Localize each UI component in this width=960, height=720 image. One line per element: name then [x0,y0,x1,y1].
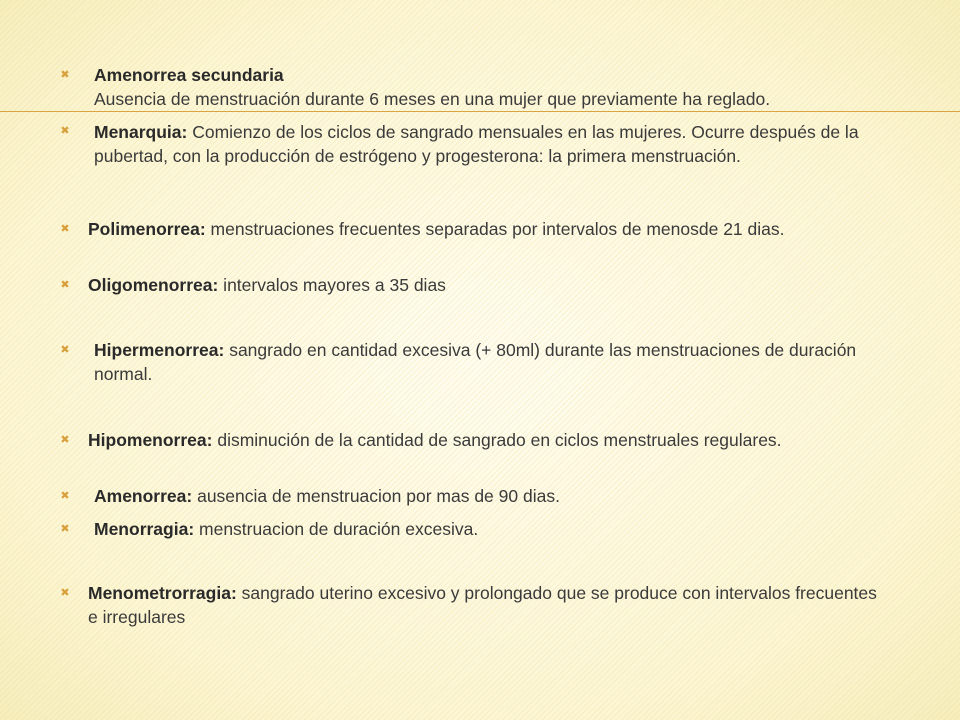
bullet-x-icon: ✖ [60,489,70,502]
definition: Comienzo de los ciclos de sangrado mensuales en las mujeres. Ocurre después de la pubertad, con la producción de estrógeno y progesterona: la primera menstruación. [94,122,859,166]
list-item-hipermenorrea [94,338,914,386]
definition: Ausencia de menstruación durante 6 meses en una mujer que previamente ha reglado. [94,89,771,109]
list-item-amenorrea [94,484,914,508]
definition: menstruacion de duración excesiva. [194,519,479,539]
definition: intervalos mayores a 35 dias [218,275,446,295]
definition: sangrado uterino excesivo y prolongado que se produce con intervalos frecuentes e irregulares [88,583,877,627]
definition: sangrado en cantidad excesiva (+ 80ml) durante las menstruaciones de duración normal. [94,340,857,384]
list-item-hipomenorrea [88,428,888,452]
term: Amenorrea secundaria [94,65,284,85]
bullet-x-icon: ✖ [60,433,70,446]
term: Menometrorragia: [88,583,237,603]
term: Hipomenorrea: [88,430,213,450]
definition: menstruaciones frecuentes separadas por intervalos de menosde 21 dias. [205,219,785,239]
term: Hipermenorrea: [94,340,225,360]
bullet-x-icon: ✖ [60,68,70,81]
definition: ausencia de menstruacion por mas de 90 dias. [192,486,560,506]
list-item-oligomenorrea [88,273,908,297]
list-item-amenorrea-secundaria [94,63,944,111]
bullet-x-icon: ✖ [60,522,70,535]
term: Menarquia: [94,122,188,142]
term: Amenorrea: [94,486,193,506]
bullet-x-icon: ✖ [60,343,70,356]
bullet-x-icon: ✖ [60,586,70,599]
bullet-x-icon: ✖ [60,124,70,137]
bullet-x-icon: ✖ [60,222,70,235]
bullet-x-icon: ✖ [60,278,70,291]
list-item-menarquia [94,120,914,168]
horizontal-rule [0,111,960,112]
term: Polimenorrea: [88,219,206,239]
list-item-polimenorrea [88,217,898,241]
term: Menorragia: [94,519,195,539]
term: Oligomenorrea: [88,275,219,295]
list-item-menorragia [94,517,914,541]
list-item-menometrorragia [88,581,888,629]
definition: disminución de la cantidad de sangrado en ciclos menstruales regulares. [212,430,782,450]
